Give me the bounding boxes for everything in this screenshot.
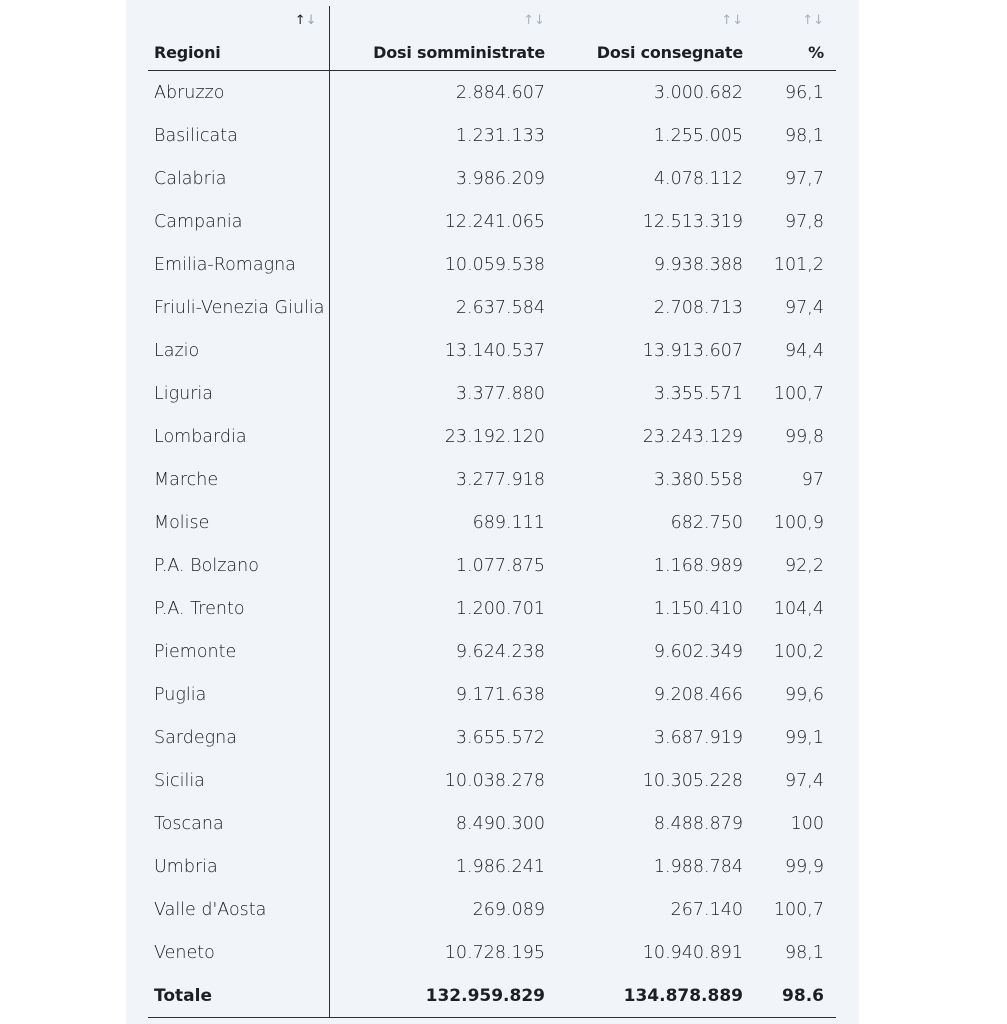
table-row <box>148 329 836 372</box>
region-cell: Toscana <box>148 802 329 845</box>
table-row <box>148 716 836 759</box>
region-cell: Veneto <box>148 931 329 974</box>
region-cell: Sicilia <box>148 759 329 802</box>
region-cell: P.A. Bolzano <box>148 544 329 587</box>
total-region-cell: Totale <box>148 974 329 1018</box>
table-body <box>148 71 836 975</box>
percent-cell: 99,9 <box>785 856 824 877</box>
region-cell: Abruzzo <box>148 71 329 115</box>
table-row <box>148 673 836 716</box>
table-row <box>148 888 836 931</box>
region-cell: Piemonte <box>148 630 329 673</box>
delivered-cell: 12.513.319 <box>642 211 743 232</box>
delivered-cell: 3.687.919 <box>653 727 743 748</box>
region-cell: Basilicata <box>148 114 329 157</box>
delivered-cell: 10.305.228 <box>642 770 743 791</box>
administered-cell: 23.192.120 <box>444 426 545 447</box>
administered-cell: 1.231.133 <box>455 125 545 146</box>
delivered-cell: 13.913.607 <box>642 340 743 361</box>
percent-cell: 97,7 <box>785 168 824 189</box>
sort-arrows-icon[interactable]: ↑↓ <box>523 13 545 28</box>
region-cell: Calabria <box>148 157 329 200</box>
percent-cell: 98,1 <box>785 942 824 963</box>
percent-cell: 97,4 <box>785 770 824 791</box>
table-row <box>148 243 836 286</box>
administered-cell: 269.089 <box>472 899 545 920</box>
administered-cell: 9.624.238 <box>455 641 545 662</box>
column-header-label: Dosi somministrate <box>373 43 545 62</box>
table-panel <box>126 0 859 1024</box>
table-row <box>148 931 836 974</box>
column-header-label: Dosi consegnate <box>596 43 743 62</box>
total-administered-cell: 132.959.829 <box>329 974 557 1018</box>
percent-cell: 100,2 <box>773 641 824 662</box>
vaccine-doses-table <box>148 6 836 1018</box>
region-cell: Friuli-Venezia Giulia <box>148 286 329 329</box>
percent-cell: 100 <box>790 813 824 834</box>
table-row <box>148 845 836 888</box>
delivered-cell: 3.000.682 <box>653 82 743 103</box>
administered-cell: 3.277.918 <box>455 469 545 490</box>
delivered-cell: 9.938.388 <box>653 254 743 275</box>
table-row <box>148 286 836 329</box>
sort-arrows-icon[interactable]: ↑↓ <box>294 13 317 28</box>
region-cell: P.A. Trento <box>148 587 329 630</box>
region-cell: Lazio <box>148 329 329 372</box>
region-cell: Molise <box>148 501 329 544</box>
region-cell: Valle d'Aosta <box>148 888 329 931</box>
administered-cell: 2.884.607 <box>455 82 545 103</box>
delivered-cell: 3.380.558 <box>653 469 743 490</box>
delivered-cell: 3.355.571 <box>653 383 743 404</box>
table-row <box>148 458 836 501</box>
table-row <box>148 544 836 587</box>
table-row <box>148 114 836 157</box>
percent-cell: 97,4 <box>785 297 824 318</box>
administered-cell: 1.986.241 <box>455 856 545 877</box>
administered-cell: 9.171.638 <box>455 684 545 705</box>
administered-cell: 12.241.065 <box>444 211 545 232</box>
region-cell: Marche <box>148 458 329 501</box>
percent-cell: 99,8 <box>785 426 824 447</box>
percent-cell: 100,9 <box>773 512 824 533</box>
delivered-cell: 1.255.005 <box>653 125 743 146</box>
administered-cell: 10.038.278 <box>444 770 545 791</box>
region-cell: Liguria <box>148 372 329 415</box>
percent-cell: 101,2 <box>773 254 824 275</box>
delivered-cell: 8.488.879 <box>653 813 743 834</box>
region-cell: Campania <box>148 200 329 243</box>
column-header-label: Regioni <box>154 43 221 62</box>
table-row <box>148 802 836 845</box>
administered-cell: 10.059.538 <box>444 254 545 275</box>
table-row <box>148 630 836 673</box>
delivered-cell: 4.078.112 <box>653 168 743 189</box>
administered-cell: 3.655.572 <box>455 727 545 748</box>
table-row <box>148 759 836 802</box>
administered-cell: 689.111 <box>472 512 545 533</box>
table-row <box>148 501 836 544</box>
administered-cell: 1.200.701 <box>455 598 545 619</box>
administered-cell: 3.377.880 <box>455 383 545 404</box>
percent-cell: 100,7 <box>773 899 824 920</box>
region-cell: Puglia <box>148 673 329 716</box>
table-row <box>148 71 836 115</box>
percent-cell: 99,1 <box>785 727 824 748</box>
region-cell: Sardegna <box>148 716 329 759</box>
column-header-dosi-consegnate[interactable] <box>557 6 755 71</box>
region-cell: Lombardia <box>148 415 329 458</box>
table-row <box>148 200 836 243</box>
table-row <box>148 415 836 458</box>
delivered-cell: 1.988.784 <box>653 856 743 877</box>
delivered-cell: 9.602.349 <box>653 641 743 662</box>
table-row <box>148 372 836 415</box>
percent-cell: 104,4 <box>773 598 824 619</box>
administered-cell: 8.490.300 <box>455 813 545 834</box>
percent-cell: 100,7 <box>773 383 824 404</box>
delivered-cell: 1.168.989 <box>653 555 743 576</box>
delivered-cell: 682.750 <box>670 512 743 533</box>
administered-cell: 10.728.195 <box>444 942 545 963</box>
administered-cell: 1.077.875 <box>455 555 545 576</box>
table-header-row <box>148 6 836 71</box>
region-cell: Emilia-Romagna <box>148 243 329 286</box>
column-header-dosi-somministrate[interactable] <box>329 6 557 71</box>
percent-cell: 99,6 <box>785 684 824 705</box>
region-cell: Umbria <box>148 845 329 888</box>
delivered-cell: 23.243.129 <box>642 426 743 447</box>
percent-cell: 97 <box>801 469 824 490</box>
administered-cell: 2.637.584 <box>455 297 545 318</box>
table-row <box>148 587 836 630</box>
percent-cell: 96,1 <box>785 82 824 103</box>
percent-cell: 98,1 <box>785 125 824 146</box>
administered-cell: 13.140.537 <box>444 340 545 361</box>
delivered-cell: 2.708.713 <box>653 297 743 318</box>
delivered-cell: 267.140 <box>670 899 743 920</box>
delivered-cell: 1.150.410 <box>653 598 743 619</box>
total-delivered-cell: 134.878.889 <box>557 974 755 1018</box>
sort-arrows-icon[interactable]: ↑↓ <box>721 13 743 28</box>
percent-cell: 94,4 <box>785 340 824 361</box>
sort-arrows-icon[interactable]: ↑↓ <box>802 13 824 28</box>
table-row <box>148 157 836 200</box>
column-header-regioni[interactable] <box>148 6 329 71</box>
column-header-percent[interactable] <box>755 6 836 71</box>
total-percent-cell: 98.6 <box>755 974 836 1018</box>
percent-cell: 92,2 <box>785 555 824 576</box>
delivered-cell: 9.208.466 <box>653 684 743 705</box>
column-header-label: % <box>808 43 824 62</box>
total-row <box>148 974 836 1018</box>
delivered-cell: 10.940.891 <box>642 942 743 963</box>
percent-cell: 97,8 <box>785 211 824 232</box>
administered-cell: 3.986.209 <box>455 168 545 189</box>
